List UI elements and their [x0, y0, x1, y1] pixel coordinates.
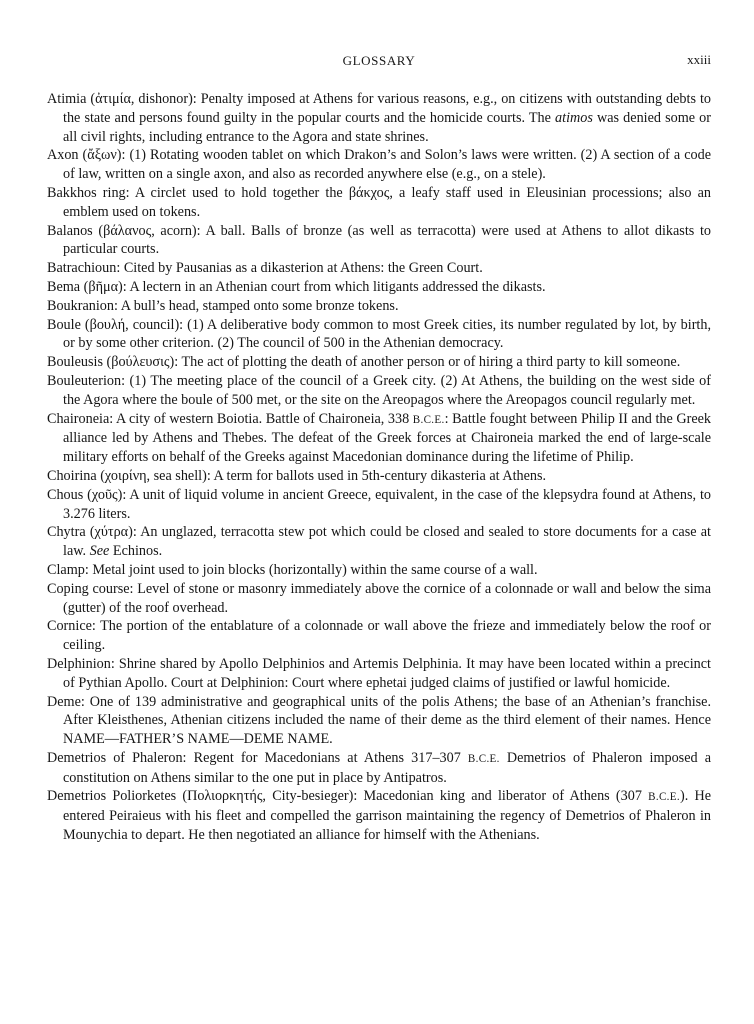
entry-text-segment: Clamp: Metal joint used to join blocks (horizontally) within the same course of a wall. [47, 561, 538, 578]
entry-text-segment: Choirina (χοιρίνη, sea shell): A term for ballots used in 5th-century dikasteria at Athens. [47, 467, 547, 484]
entry-text-segment: Bakkhos ring: A circlet used to hold together the βάκχος, a leafy staff used in Eleusinian processions; also an emblem used on tokens. [47, 184, 711, 220]
entry-text-segment: atimos [555, 109, 593, 126]
glossary-entry [47, 486, 711, 524]
page-title: GLOSSARY [342, 53, 416, 68]
glossary-entry [47, 278, 711, 297]
entry-text-segment: Boukranion: A bull’s head, stamped onto some bronze tokens. [47, 297, 399, 314]
glossary-entry [47, 749, 711, 788]
glossary-entry [47, 655, 711, 693]
entry-text-segment: Demetrios of Phaleron: Regent for Macedonians at Athens 317–307 [47, 749, 468, 766]
running-head [47, 53, 711, 71]
glossary-entry-list [47, 90, 711, 845]
entry-text-segment: Boule (βουλή, council): (1) A deliberative body common to most Greek cities, its number regulated by lot, by birth, or by some other criterion. (2) The council of 500 in the Athenian democracy. [47, 316, 711, 352]
glossary-entry [47, 316, 711, 354]
entry-text-segment: Deme: One of 139 administrative and geographical units of the polis Athens; the base of an Athenian’s franchise. After Kleisthenes, Athenian citizens included the name of their deme as the third element of their names. Hence NAME—FATHER’S NAME—DEME NAME. [47, 693, 711, 748]
glossary-entry [47, 410, 711, 467]
entry-text-segment: : Battle fought between Philip II and the Greek alliance led by Athens and Thebes. The defeat of the Greek forces at Chaironeia marked the end of large-scale military efforts on behalf of the Greeks against Macedonian dominance during the lifetime of Philip. [63, 410, 712, 466]
glossary-entry [47, 372, 711, 410]
entry-text-segment: Chous (χοῦς): A unit of liquid volume in ancient Greece, equivalent, in the case of the klepsydra found at Athens, to 3.276 liters. [47, 486, 711, 522]
entry-text-segment: B.C.E. [648, 791, 680, 804]
glossary-entry [47, 353, 711, 372]
entry-text-segment: Delphinion: Shrine shared by Apollo Delphinios and Artemis Delphinia. It may have been located within a precinct of Pythian Apollo. Court at Delphinion: Court where ephetai judged claims of justified or lawful homicide. [47, 655, 711, 691]
entry-text-segment: Balanos (βάλανος, acorn): A ball. Balls of bronze (as well as terracotta) were used at Athens to allot dikasts to particular courts. [47, 222, 711, 258]
entry-text-segment: B.C.E. [467, 752, 500, 765]
entry-text-segment: Bema (βῆμα): A lectern in an Athenian court from which litigants addressed the dikasts. [47, 278, 546, 295]
entry-text-segment: See [89, 543, 110, 560]
entry-text-segment: Chytra (χύτρα): An unglazed, terracotta stew pot which could be closed and sealed to store documents for a case at law. [47, 524, 711, 560]
glossary-entry [47, 523, 711, 561]
page-number: xxiii [687, 52, 711, 67]
glossary-entry [47, 90, 711, 146]
glossary-entry [47, 787, 711, 844]
entry-text-segment: Demetrios of Phaleron imposed a constitution on Athens similar to the one put in place by Antipatros. [63, 749, 711, 786]
entry-text-segment: Echinos. [109, 543, 163, 560]
entry-text-segment: Batrachioun: Cited by Pausanias as a dikasterion at Athens: the Green Court. [47, 260, 483, 277]
glossary-entry [47, 467, 711, 486]
glossary-entry [47, 297, 711, 316]
entry-text-segment: B.C.E. [412, 413, 445, 426]
entry-text-segment: Bouleusis (βούλευσις): The act of plotting the death of another person or of hiring a third party to kill someone. [47, 354, 681, 371]
entry-text-segment: Atimia (ἀτιμία, dishonor): Penalty imposed at Athens for various reasons, e.g., on citizens with outstanding debts to the state and persons found guilty in the popular courts and the homicide courts. The [47, 91, 711, 126]
glossary-entry [47, 184, 711, 222]
entry-text-segment: was denied some or all civil rights, including entrance to the Agora and state shrines. [63, 109, 711, 145]
entry-text-segment: Coping course: Level of stone or masonry immediately above the cornice of a colonnade or wall and below the sima (gutter) of the roof overhead. [47, 580, 711, 616]
glossary-entry [47, 146, 711, 184]
entry-text-segment: Demetrios Poliorketes (Πολιορκητής, City-besieger): Macedonian king and liberator of Athens (307 [47, 788, 649, 805]
entry-text-segment: Chaironeia: A city of western Boiotia. Battle of Chaironeia, 338 [47, 410, 413, 427]
glossary-entry [47, 222, 711, 260]
glossary-entry [47, 580, 711, 618]
entry-text-segment: ). He entered Peiraieus with his fleet and compelled the garrison maintaining the regency of Demetrios of Phaleron in Mounychia to depart. He then negotiated an alliance for himself with the Athenians. [63, 788, 711, 844]
entry-text-segment: Axon (ἄξων): (1) Rotating wooden tablet on which Drakon’s and Solon’s laws were written. (2) A section of a code of law, written on a single axon, and also as recorded anywhere else (e.g., on a stele). [47, 147, 711, 183]
glossary-entry [47, 693, 711, 749]
entry-text-segment: Cornice: The portion of the entablature of a colonnade or wall above the frieze and immediately below the roof or ceiling. [47, 618, 711, 654]
glossary-entry [47, 617, 711, 655]
glossary-entry [47, 259, 711, 278]
entry-text-segment: Bouleuterion: (1) The meeting place of the council of a Greek city. (2) At Athens, the building on the west side of the Agora where the boule of 500 met, or the site on the Areopagos where the Areopagos council regularly met. [47, 372, 711, 408]
glossary-entry [47, 561, 711, 580]
